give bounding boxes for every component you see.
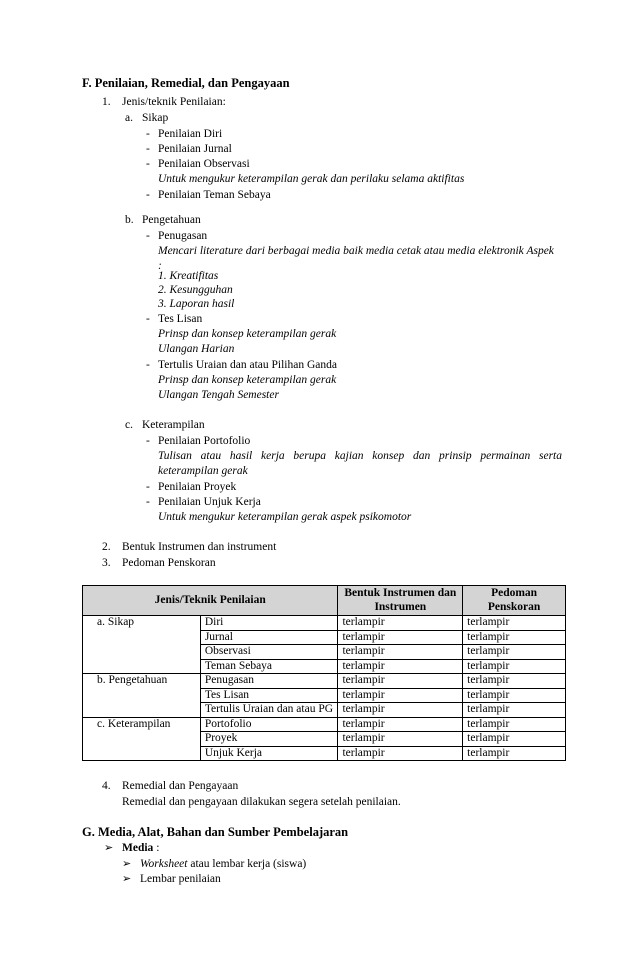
table-cell: terlampir [338, 688, 463, 703]
table-cell: terlampir [463, 746, 566, 761]
worksheet-rest: atau lembar kerja (siswa) [187, 858, 307, 870]
table-cell: Tes Lisan [200, 688, 338, 703]
dash: - [146, 189, 150, 201]
keterampilan-marker: c. [125, 419, 133, 431]
portofolio-note: Tulisan atau hasil kerja berupa kajian konsep dan prinsip permainan serta [158, 450, 562, 462]
dash: - [146, 359, 150, 371]
tertulis-item: Tertulis Uraian dan atau Pilihan Ganda [158, 359, 337, 371]
penugasan-item: Penugasan [158, 230, 208, 242]
table-cell: Tertulis Uraian dan atau PG [200, 703, 338, 718]
arrow-bullet-icon: ➢ [122, 873, 132, 885]
table-cell: Jurnal [200, 630, 338, 645]
tertulis-note: Prinsp dan konsep keterampilan gerak [158, 374, 337, 386]
table-cell: terlampir [463, 732, 566, 747]
table-cell: terlampir [463, 674, 566, 689]
sikap-item: Penilaian Observasi [158, 158, 250, 170]
remedial-text: Remedial dan pengayaan dilakukan segera setelah penilaian. [122, 796, 401, 808]
group-keterampilan: c. Keterampilan [83, 717, 201, 761]
table-cell: terlampir [338, 616, 463, 631]
list-number-2: 2. [102, 541, 111, 553]
dash: - [146, 143, 150, 155]
sikap-item: Penilaian Teman Sebaya [158, 189, 271, 201]
table-cell: Penugasan [200, 674, 338, 689]
media-label: Media [122, 842, 154, 854]
dash: - [146, 496, 150, 508]
table-row [83, 674, 566, 689]
lembar-penilaian-item: Lembar penilaian [140, 873, 221, 885]
arrow-bullet-icon: ➢ [104, 842, 114, 854]
table-cell: terlampir [463, 703, 566, 718]
keterampilan-label: Keterampilan [142, 419, 205, 431]
table-cell: terlampir [463, 630, 566, 645]
group-sikap: a. Sikap [83, 616, 201, 674]
assessment-table [82, 585, 566, 761]
table-cell: Diri [200, 616, 338, 631]
portofolio-note-cont: keterampilan gerak [158, 465, 248, 477]
sikap-label: Sikap [142, 112, 169, 124]
table-cell: terlampir [463, 717, 566, 732]
table-cell: Portofolio [200, 717, 338, 732]
proyek-item: Penilaian Proyek [158, 481, 237, 493]
sikap-item: Penilaian Diri [158, 128, 223, 140]
worksheet-word: Worksheet [140, 858, 188, 870]
assessment-types-label: Jenis/teknik Penilaian: [122, 96, 226, 108]
media-heading [122, 841, 159, 855]
table-cell: terlampir [338, 703, 463, 718]
table-cell: terlampir [338, 746, 463, 761]
table-cell: Proyek [200, 732, 338, 747]
sikap-marker: a. [125, 112, 133, 124]
header-scoring: Pedoman Penskoran [463, 586, 566, 616]
unjuk-kerja-note: Untuk mengukur keterampilan gerak aspek psikomotor [158, 511, 412, 523]
aspek-item: 2. Kesungguhan [158, 284, 233, 296]
unjuk-kerja-item: Penilaian Unjuk Kerja [158, 496, 261, 508]
sikap-item: Penilaian Jurnal [158, 143, 232, 155]
arrow-bullet-icon: ➢ [122, 858, 132, 870]
remedial-label: Remedial dan Pengayaan [122, 780, 239, 792]
aspek-item: 1. Kreatifitas [158, 270, 219, 282]
scoring-guide-label: Pedoman Penskoran [122, 557, 216, 569]
table-cell: Teman Sebaya [200, 659, 338, 674]
pengetahuan-marker: b. [125, 214, 134, 226]
table-row [83, 616, 566, 631]
table-cell: terlampir [338, 630, 463, 645]
dash: - [146, 435, 150, 447]
penugasan-note: Mencari literature dari berbagai media baik media cetak atau media elektronik Aspek [158, 245, 554, 257]
table-cell: Unjuk Kerja [200, 746, 338, 761]
table-cell: terlampir [338, 674, 463, 689]
table-cell: Observasi [200, 645, 338, 660]
tes-lisan-note: Prinsp dan konsep keterampilan gerak [158, 328, 337, 340]
media-colon: : [153, 842, 160, 854]
header-technique: Jenis/Teknik Penilaian [83, 586, 338, 616]
table-cell: terlampir [338, 717, 463, 732]
portofolio-item: Penilaian Portofolio [158, 435, 251, 447]
section-g-title: G. Media, Alat, Bahan dan Sumber Pembelajaran [82, 825, 349, 839]
penugasan-note-colon: : [158, 260, 162, 272]
tes-lisan-note: Ulangan Harian [158, 343, 235, 355]
dash: - [146, 230, 150, 242]
table-cell: terlampir [338, 645, 463, 660]
instrument-form-label: Bentuk Instrumen dan instrument [122, 541, 277, 553]
worksheet-item [140, 857, 306, 871]
table-cell: terlampir [338, 659, 463, 674]
pengetahuan-label: Pengetahuan [142, 214, 201, 226]
table-cell: terlampir [338, 732, 463, 747]
table-cell: terlampir [463, 645, 566, 660]
table-row [83, 717, 566, 732]
dash: - [146, 158, 150, 170]
sikap-note: Untuk mengukur keterampilan gerak dan perilaku selama aktifitas [158, 173, 465, 185]
group-pengetahuan: b. Pengetahuan [83, 674, 201, 718]
table-cell: terlampir [463, 659, 566, 674]
dash: - [146, 128, 150, 140]
list-number-4: 4. [102, 780, 111, 792]
aspek-item: 3. Laporan hasil [158, 298, 235, 310]
table-header-row [83, 586, 566, 616]
tes-lisan-item: Tes Lisan [158, 313, 203, 325]
dash: - [146, 313, 150, 325]
section-f-title: F. Penilaian, Remedial, dan Pengayaan [82, 76, 290, 90]
header-instrument: Bentuk Instrumen dan Instrumen [338, 586, 463, 616]
list-number-1: 1. [102, 96, 111, 108]
tertulis-note: Ulangan Tengah Semester [158, 389, 279, 401]
dash: - [146, 481, 150, 493]
list-number-3: 3. [102, 557, 111, 569]
table-cell: terlampir [463, 688, 566, 703]
table-cell: terlampir [463, 616, 566, 631]
